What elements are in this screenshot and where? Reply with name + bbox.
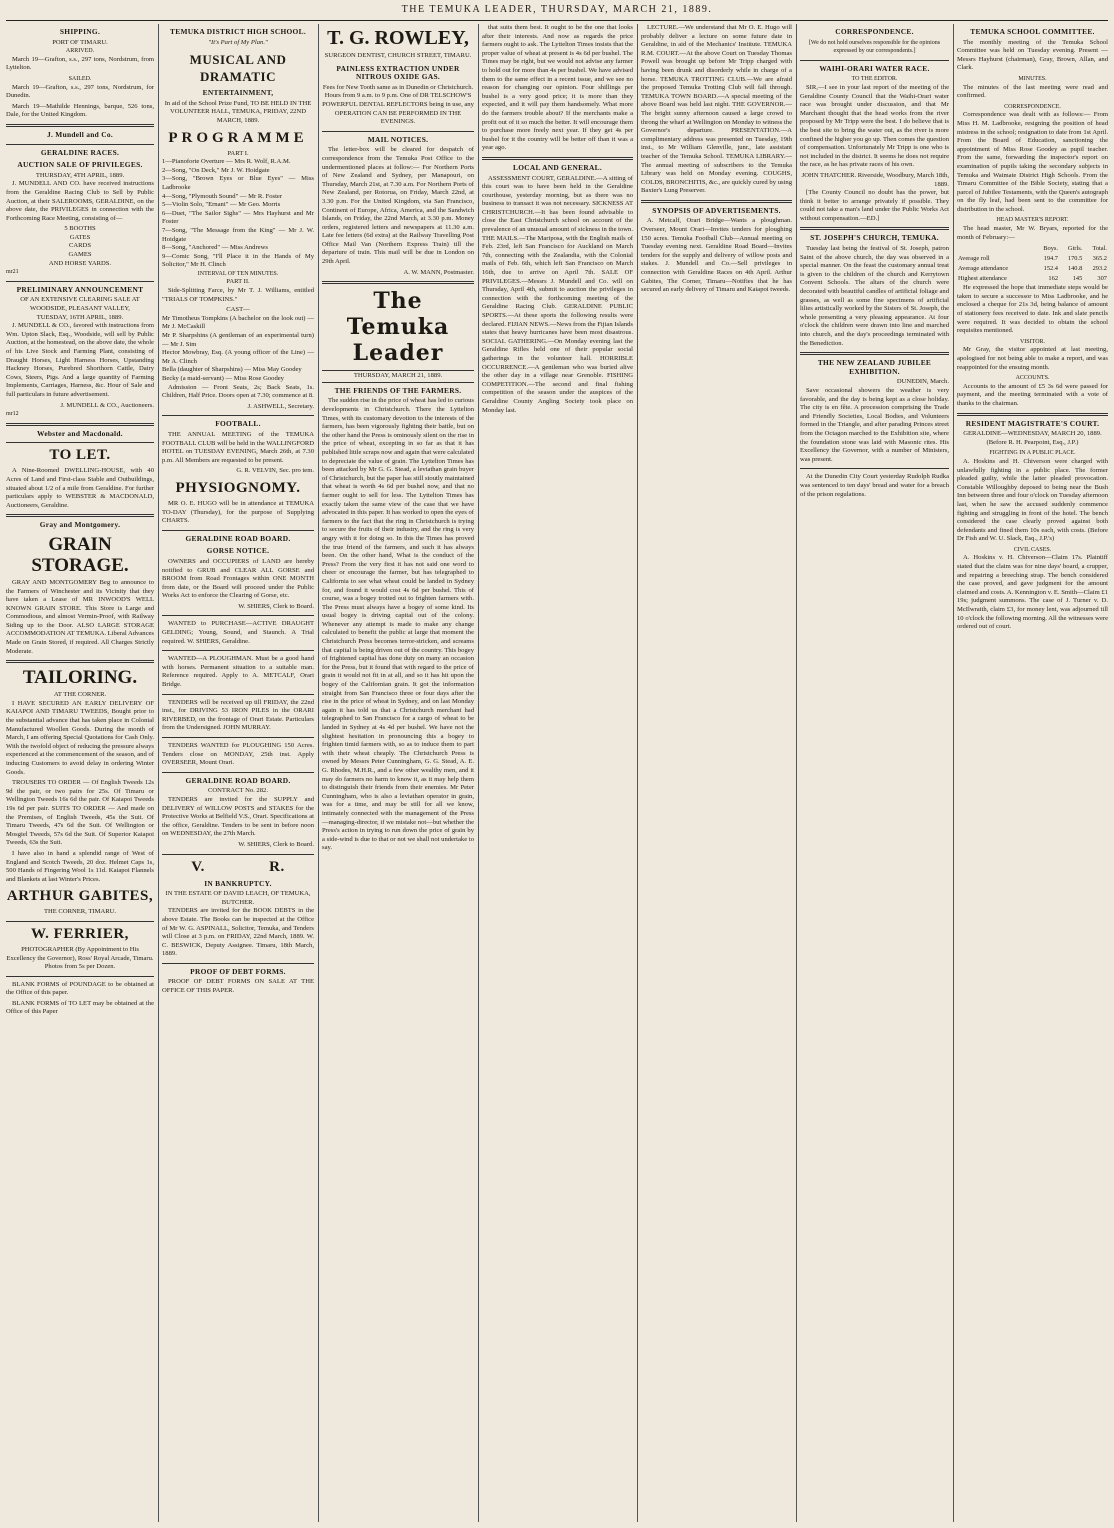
football-heading: FOOTBALL. — [215, 419, 261, 429]
prelim-subheading: OF AN EXTENSIVE CLEARING SALE AT WOODSIDE, PLEASANT VALLEY, — [20, 296, 140, 313]
local-general-heading: LOCAL AND GENERAL. — [513, 162, 602, 172]
court-item: At the Dunedin City Court yesterday Rudolph Rudka was sentenced to ten days' bread and water for a breach of the prison regulations. — [800, 473, 949, 498]
attendance-column-header: Total. — [1092, 245, 1107, 253]
tailoring-subheading: AT THE CORNER. — [53, 691, 107, 699]
divider — [6, 976, 154, 977]
tolet-heading: TO LET. — [49, 447, 111, 464]
prelim-date: TUESDAY, 16TH APRIL, 1889. — [36, 313, 124, 321]
privileges-list: 5 BOOTHS GATES CARDS GAMES AND HORSE YARDS. — [48, 225, 112, 267]
newspaper-title: The Temuka Leader — [346, 288, 450, 367]
sailing-entry: March 19—Grafton, s.s., 297 tons, Nordstrum, for Dunedin. — [6, 83, 154, 100]
auction-body: J. MUNDELL AND CO. have received instructions from the Geraldine Racing Club to Sell by Public Auction, at their SALEROOMS, GERALDINE, on the above date, the PRIVILEGES in connection with the Forthcoming Race Meeting, consisting of— — [6, 180, 154, 222]
gabites-subheading: THE CORNER, TIMARU. — [43, 908, 117, 916]
blank-forms-notice: BLANK FORMS of TO LET may be obtained at the Office of this Paper — [6, 999, 154, 1016]
farce-description: Side-Splitting Farce, by Mr T. J. Williams, entitled "TRIALS OF TOMPKINS." — [162, 287, 314, 303]
football-signature: G. R. VELVIN, Sec. pro tem. — [236, 467, 314, 475]
attendance-column-header: Girls. — [1067, 245, 1083, 253]
head-report-label: HEAD MASTER'S REPORT. — [996, 217, 1069, 224]
issue-dateline: THURSDAY, MARCH 21, 1889. — [322, 370, 474, 383]
to-editor-label: TO THE EDITOR. — [851, 76, 898, 83]
civil-cases-body: A. Hoskins v. H. Chiverson—Claim 17s. Plaintiff stated that the claim was for nine days' board, a crupper, and repairing a breeching strap. The bench considered the case proved, and gave judgment for the amount claimed and costs. A. Kennington v. E. Smith—Claim £1 19s; judgment summons. The case of J. Turner v. D. McIlwraith, claim £3, for money lent, was adjourned till 10 o'clock the following morning. All the witnesses were ordered out of court. — [957, 554, 1108, 631]
divider — [800, 227, 949, 230]
interval-label: INTERVAL OF TEN MINUTES. — [197, 270, 279, 277]
school-motto: "It's Part of My Plan." — [208, 38, 268, 46]
divider — [162, 694, 314, 695]
mail-signature: A. W. MANN, Postmaster. — [403, 268, 474, 276]
synopsis-heading: SYNOPSIS OF ADVERTISEMENTS. — [652, 205, 781, 215]
masthead-rule — [6, 20, 1108, 21]
rowley-heading: T. G. ROWLEY, — [327, 27, 469, 49]
prelim-signature: J. MUNDELL & CO., Auctioneers. — [60, 401, 154, 409]
mail-notices-heading: MAIL NOTICES. — [367, 134, 429, 144]
fighting-label: FIGHTING IN A PUBLIC PLACE. — [989, 450, 1076, 457]
gray-heading: Gray and Montgomery. — [39, 520, 121, 530]
column-1-advertisements — [6, 24, 154, 1522]
physiognomy-heading: PHYSIOGNOMY. — [175, 479, 301, 496]
visitor-label: VISITOR. — [1019, 338, 1046, 345]
ad-code: mr21 — [6, 269, 19, 276]
local-general-body: ASSESSMENT COURT, GERALDINE.—A sitting of this court was to have been held in the Geraldine courthouse, yesterday morning, but as there was no business to transact it was not necessary. SICKNESS AT CHRISTCHURCH.—It has been found advisable to close the East Christchurch school on account of the prevalence of an unusual amount of sickness in the town. THE MAILS.—The Mariposa, with the English mails of Feb. 23rd, left San Francisco for Auckland on March 7th, connecting with the Zealandia, with the Colonial mails of Feb. 6th, which left San Francisco on March 16th, due to arrive on April 7th. SALE OF PRIVILEGES.—Messrs J. Mundell and Co. will on Thursday, April 4th, submit to auction the privileges in connection with the forthcoming meeting of the Geraldine Racing Club. GERALDINE PUBLIC SPORTS.—At these sports the following results were declared. FIJIAN NEWS.—News from the Fijian Islands states that heavy hurricanes have been most disastrous. SOCIAL GATHERING.—On Monday evening last the Geraldine Rifles held one of their popular social gatherings in the volunteer hall. HORRIBLE OCCURRENCE.—A gentleman who was buried alive the other day in a village near Grenoble. FISHING COMPETITION.—The second and final fishing competition of the season under the auspices of the Geraldine County Angling Society took place on Monday last. — [482, 174, 633, 414]
attendance-cell: 307 — [1097, 275, 1107, 283]
leader-heading: THE FRIENDS OF THE FARMERS. — [334, 385, 462, 395]
divider — [6, 423, 154, 426]
divider — [6, 124, 154, 127]
school-committee-body: The monthly meeting of the Temuka School Committee was held on Tuesday evening. Present — Messrs Hayhurst (chairman), Gray, Brown, Allan, and Clark. — [957, 38, 1108, 72]
tenders-ploughing-ad: TENDERS WANTED for PLOUGHING 150 Acres. Tenders close on MONDAY, 25th inst. Apply OVERSEER, Mount Orari. — [162, 742, 314, 767]
grain-storage-body: GRAY AND MONTGOMERY Beg to announce to the Farmers of Winchester and its Vicinity that they have taken a Lease of MR INWOOD'S WELL KNOWN GRAIN STORE. This Store is Large and Commodious, and almost Vermin-Proof, with Railway Siding up to the Door. ALSO LARGE STORAGE ACCOMMODATION AT TEMUKA. Liberal Advances Made on Grain Stored, if required. All Charges Strictly Moderate. — [6, 578, 154, 655]
divider — [322, 131, 474, 132]
cast-label: CAST— — [226, 306, 250, 314]
divider — [162, 650, 314, 651]
column-separator — [796, 24, 797, 1522]
correspondence-heading: CORRESPONDENCE. — [835, 27, 914, 36]
tailoring-body: I HAVE SECURED AN EARLY DELIVERY OF KAIAPOI AND TIMARU TWEEDS, Bought prior to the substantial advance that has taken place in Colonial Manufactured Woollen Goods. During the month of March, I am offering Special Quotations for Cash Only. With the twofold object of reducing the pressure always experienced at the commencement of the season, and of inducing Customers to avoid delay in ordering Winter Goods. — [6, 699, 154, 776]
wanted-gelding-ad: WANTED to PURCHASE—ACTIVE DRAUGHT GELDING; Young, Sound, and Staunch. A Trial required. W. SHIERS, Geraldine. — [162, 620, 314, 645]
bankruptcy-heading: IN BANKRUPTCY. — [204, 878, 272, 888]
column-separator — [318, 24, 319, 1522]
divider — [162, 854, 314, 855]
rm-court-heading: RESIDENT MAGISTRATE'S COURT. — [965, 418, 1100, 428]
auction-date: THURSDAY, 4TH APRIL, 1889. — [35, 171, 125, 179]
jubilee-dateline: DUNEDIN, March. — [896, 378, 949, 386]
water-race-heading: WAIHI-ORARI WATER RACE. — [819, 63, 930, 73]
part-one-label: PART I. — [227, 149, 249, 157]
divider — [800, 468, 949, 469]
attendance-cell: 293.2 — [1092, 265, 1107, 273]
attendance-cell: 365.2 — [1092, 255, 1107, 263]
divider — [6, 281, 154, 282]
gabites-heading: ARTHUR GABITES, — [6, 888, 154, 905]
attendance-cell: 145 — [1072, 275, 1083, 283]
divider — [162, 530, 314, 531]
divider — [6, 660, 154, 663]
wanted-ploughman-ad: WANTED—A PLOUGHMAN. Must be a good hand with horses. Permanent situation to a suitable man. Reference required. Apply to A. METCALF, Orari Bridge. — [162, 655, 314, 689]
attendance-column-header — [957, 244, 1034, 254]
prelim-heading: PRELIMINARY ANNOUNCEMENT — [16, 284, 144, 294]
rowley-subheading: SURGEON DENTIST, CHURCH STREET, TIMARU. — [324, 52, 472, 59]
physiognomy-body: MR O. E. HUGO will be in attendance at TEMUKA TO-DAY (Thursday), for the purpose of Supplying CHARTS. — [162, 499, 314, 525]
synopsis-body: A. Metcalf, Orari Bridge—Wants a ploughman. Overseer, Mount Orari—Invites tenders for ploughing 150 acres. Temuka Football Club—Annual meeting on Tuesday evening next. Geraldine Road Board—Invites tenders for the supply and delivery of willow posts and stakes. J. Mundell and Co.—Sell privileges in connection with Geraldine Races on 4th April. Arthur Gabites, The Corner, Timaru—Notifies that he has secured an early delivery of Timaru and Kaiapoi tweeds. — [641, 217, 792, 294]
attendance-cell: 194.7 — [1043, 255, 1059, 263]
civil-cases-label: CIVIL CASES. — [1013, 546, 1052, 553]
gorse-body: OWNERS and OCCUPIERS of LAND are hereby notified to GRUB and CLEAR ALL GORSE and BROOM from Road Frontages within ONE MONTH from date, or the Board will proceed under the Public Works Act to enforce the Clearing of Gorse, etc. — [162, 557, 314, 600]
musical-subheading: ENTERTAINMENT, — [202, 88, 274, 98]
programme-items: 1—Pianoforte Overture — Mrs R. Wolf, R.A.M. 2—Song, "On Deck," Mr J. W. Hoidgate 3—Song, "Brown Eyes or Blue Eyes" — Miss Ladbrooke 4—Song, "Plymouth Sound" — Mr R. Foster 5—Violin Solo, "Ernani" — Mr Geo. Morris 6—Duet, "The Sailor Sighs" — Mrs Hayhurst and Mr Foster 7—Song, "The Message from the King" — Mr J. W. Hoidgate 8—Song, "Anchored" — Miss Andrews 9—Comic Song, "I'll Place it in the Hands of My Solicitor," Mr H. Clinch — [162, 158, 314, 269]
editor-note: [The County Council no doubt has the power, but think it better to arrange privately if possible. They could not take a man's land under the Public Works Act without compensation.—ED.] — [800, 189, 949, 222]
correspondence-body: Correspondence was dealt with as follows:— From Miss H. M. Ladbrooke, resigning the position of head mistress in the school; resignation to date from 1st April. From the Board of Education, sanctioning the appointment of Miss Rose Goodey as pupil teacher. From the same, forwarding the inspector's report on examination of pupils taking the secondary subjects in Temuka and Waimate District High Schools. From the Timaru Committee of the Bible Society, stating that a parcel of Jubilee Testaments, with the Queen's autograph on the fly leaf, had been sent to the committee for distribution in the school. — [957, 111, 1108, 213]
sailed-label: SAILED. — [68, 75, 92, 82]
attendance-cell: 162 — [1048, 275, 1059, 283]
attendance-cell: Average roll — [958, 255, 990, 263]
divider — [6, 514, 154, 517]
attendance-cell: 170.5 — [1067, 255, 1083, 263]
shipping-heading: SHIPPING. — [59, 27, 101, 36]
attendance-cell: Highest attendance — [958, 275, 1007, 283]
divider — [162, 615, 314, 616]
estate-heading: IN THE ESTATE OF DAVID LEACH, OF TEMUKA, BUTCHER. — [165, 890, 311, 906]
estate-body: TENDERS are invited for the BOOK DEBTS in the above Estate. The Books can be inspected at the Office of Mr W. G. ASPINALL, Solicitor, Temuka, and Tenders will Close at 3 p.m. on FRIDAY, 22nd March, 1889. W. C. BESWICK, Deputy Assignee. Timaru, 18th March, 1889. — [162, 907, 314, 958]
ferrier-body: PHOTOGRAPHER (By Appointment to His Excellency the Governor), Ross' Royal Arcade, Timaru. Photos from 5s per Dozen. — [6, 945, 154, 971]
letter-body: SIR,—I see in your last report of the meeting of the Geraldine County Council that the Waihi-Orari water race was brought under discussion, and that Mr Marchant thought that the head works from the river proposed by Mr Tripp were the best. I do believe that is the best site to bring the water out, as the river is more confined the higher you go up. Then comes the question of compensation. Unfortunately Mr Tripp is one who is not included in the district. It seems he does not require the race, as he has private races of his own. — [800, 83, 949, 169]
leader-continuation: that suits them best. It ought to be the one that looks after their interests. And now as regards the price farmers ought to ask. The Lyttelton Times insists that the proper value of wheat at present is 4s 6d per bushel. The Times may be right, but we would not advise any farmer to hold out for more than 4s per bushel. We have advised them to the same effect in a recent issue, and we see no reason for changing our opinion. Four shillings per bushel is a very good price; it is more than they expected, and it will pay them handsomely. What more do the farmers trouble about? If the merchants make a profit out of it so much the better. It will encourage them to purchase more freely next year. If they get 4s per bushel for it the country will be better off than it was a year ago. — [482, 24, 633, 152]
page-masthead: THE TEMUKA LEADER, THURSDAY, MARCH 21, 1889. — [401, 4, 713, 15]
divider — [641, 200, 792, 203]
attendance-cell: 152.4 — [1043, 265, 1059, 273]
rm-court-dateline: GERALDINE—WEDNESDAY, MARCH 20, 1889. (Before R. H. Pearpoint, Esq., J.P.) — [963, 430, 1102, 446]
minutes-body: The minutes of the last meeting were read and confirmed. — [957, 83, 1108, 100]
divider — [6, 921, 154, 922]
grain-storage-heading: GRAIN STORAGE. — [31, 533, 129, 576]
proof-notice: PROOF OF DEBT FORMS ON SALE AT THE OFFICE OF THIS PAPER. — [162, 978, 314, 995]
rm-court-body: A. Hoskins and H. Chiverson were charged with unlawfully fighting in a public place. The former pleaded guilty, while the latter pleaded provocation. Constable Willoughby deposed to being near the Bush Inn between three and four o'clock on Tuesday afternoon last, when he saw the accused suddenly commence fighting and struggling in front of the hotel. The bench considered the case clearly proved against both defendants and fined them 10s each, with costs. (Before Dr Fish and W. U. Slack, Esq., J.P.'s) — [957, 457, 1108, 543]
prelim-body: J. MUNDELL & CO., favored with instructions from Wm. Upton Slack, Esq., Woodside, will sell by Public Auction, at the homestead, on the above date, the whole of his Live Stock and Farming Plant, consisting of Draught Horses, Light Harness Horses, Upstanding Hackney Horses, Purebred Shorthorn Cattle, Dairy Cows, Steers, Pigs. And a large quantity of Farming Implements, Carriages, Harness, &c. Hour of Sale and full particulars in future advertisement. — [6, 322, 154, 398]
attendance-cell: Average attendance — [958, 265, 1009, 273]
news-items: LECTURE.—We understand that Mr O. E. Hugo will probably deliver a lecture on some future date in Geraldine, in aid of the Mechanics' Institute. TEMUKA R.M. COURT.—At the above Court on Tuesday Thomas Powell was brought up before Mr Tripp charged with having been drunk and disorderly while in charge of a horse. TEMUKA TROTTING CLUB.—We are afraid the proposed Temuka Trotting Club will fall through. TEMUKA TOWN BOARD.—A special meeting of the above Board was held last night. THE GOVERNOR.—The bright sunny afternoon caused a large crowd to throng the wharf at Wellington on Monday to witness the Governor's departure. PRESENTATION.—A complimentary address was presented on Tuesday, 19th inst., to Mr William Glenville, junr., late assistant teacher of the Temuka School. TEMUKA LIBRARY.—The annual meeting of subscribers to the Temuka Library was held on Monday evening. COUGHS, COLDS, BRONCHITIS, &c., are quickly cured by using Baxter's Lung Preserver. — [641, 24, 792, 195]
visitor-body: Mr Gray, the visitor appointed at last meeting, apologised for not being able to make a report, and was reappointed for the ensuing month. — [957, 346, 1108, 371]
attendance-column-header: Boys. — [1043, 245, 1059, 253]
divider — [322, 281, 474, 284]
road-board-heading: GERALDINE ROAD BOARD. — [185, 775, 291, 785]
mail-notices-body: The letter-box will be cleared for despatch of correspondence from the Temuka Post Office to the undermentioned places at follow:— For Northern Ports of New Zealand and Sydney, per Manapouri, on Thursday, March 21st, at 7.30 a.m. For Northern Ports of New Zealand, per Rotorua, on Friday, March 22nd, at 3.30 p.m. For the United Kingdom, via San Francisco, Continent of Europe, Africa, America, and the Sandwich Islands, on Friday, the 22nd March, at 3.30 p.m. Money orders, registered letters and newspapers at 11.30 a.m. Late fee letters (6d extra) at the Railway Travelling Post Office Mail Van (Northern Express Train) till the departure of train. This mail will be due in London on 29th April. — [322, 146, 474, 266]
column-7-reports — [957, 24, 1108, 1522]
attendance-row — [957, 274, 1108, 284]
divider — [162, 963, 314, 964]
sailing-entry: March 19—Mathilde Hennings, barque, 526 tons, Dale, for the United Kingdom. — [6, 102, 154, 119]
attendance-table-header — [957, 244, 1108, 254]
divider — [162, 772, 314, 773]
admission-text: Admission — Front Seats, 2s; Back Seats, 1s. Children, Half Price. Doors open at 7.30; commence at 8. — [162, 383, 314, 400]
tenders-piles-ad: TENDERS will be received up till FRIDAY, the 22nd inst., for DRIVING 53 IRON PILES in the ORARI RIVERBED, on the frontage of Orari Estate. Particulars from the Undersigned. JOHN MURRAY. — [162, 698, 314, 732]
school-heading: TEMUKA DISTRICT HIGH SCHOOL. — [170, 27, 306, 36]
tolet-body: A Nine-Roomed DWELLING-HOUSE, with 40 Acres of Land and First-class Stable and Outbuildings, situated about 1/2 of a mile from Geraldine. For further particulars apply to WEBSTER & MACDONALD, Auctioneers, Geraldine. — [6, 467, 154, 509]
musical-body: In aid of the School Prize Fund, TO BE HELD IN THE VOLUNTEER HALL, TEMUKA, FRIDAY, 22ND MARCH, 1889. — [164, 99, 312, 124]
ferrier-heading: W. FERRIER, — [31, 925, 129, 942]
jubilee-heading: THE NEW ZEALAND JUBILEE EXHIBITION. — [817, 358, 932, 376]
rowley-body: Fees for New Tooth same as in Dunedin or Christchurch. Hours from 9 a.m. to 9 p.m. One of DR TELSCHOW'S POWERFUL DENTAL REFLECTORS being in use, any OPERATION CAN BE PERFORMED IN THE EVENINGS. — [322, 83, 474, 126]
divider — [162, 737, 314, 738]
column-5-news — [641, 24, 792, 1522]
ad-code: mr12 — [6, 411, 19, 418]
cast-list: Mr Timotheus Tompkins (A bachelor on the look out) — Mr J. McCaskill Mr P. Sharpshins (A gentleman of an experimental turn) — Mr J. Sim Hector Mowbray, Esq. (A young officer of the Line) — Mr A. Clinch Bella (daughter of Sharpshins) — Miss May Goodey Becky (a maid-servant) — Miss Rose Goodey — [162, 314, 314, 382]
column-6-correspondence — [800, 24, 949, 1522]
column-separator — [953, 24, 954, 1522]
vr-cipher: V. R. — [191, 858, 285, 875]
divider — [6, 144, 154, 145]
jubilee-body: Save occasional showers the weather is very favorable, and the day is being kept as a close holiday. The city is en fête. A procession comprising the Trade and Friendly Societies, Local Bodies, and Volunteers formed in the Triangle, and after parading Princes street from the Octagon marched to the Exhibition site, where the foundation stone was laid with Masonic rites. His Excellency the Governor, with a number of Ministers, was present. — [800, 386, 949, 463]
divider — [482, 157, 633, 160]
gorse-signature: W. SHIERS, Clerk to Board. — [238, 602, 314, 610]
arrival-entry: March 19—Grafton, s.s., 297 tons, Nordstrum, from Lyttelton. — [6, 55, 154, 72]
column-4-news — [482, 24, 633, 1522]
part-two-label: PART II. — [226, 278, 250, 286]
tailoring-footer: I have also in hand a splendid range of West of England and Scotch Tweeds, 20 doz. Helmet Caps 1s, 500 Hands of Fingering Wool 1s 11d. Kaiapoi Flannels and Blankets at last Winter's Prices. — [6, 849, 154, 883]
church-heading: ST. JOSEPH'S CHURCH, TEMUKA. — [810, 233, 939, 243]
column-separator — [158, 24, 159, 1522]
attendance-cell: 140.8 — [1067, 265, 1083, 273]
tailoring-prices: TROUSERS TO ORDER — Of English Tweeds 12s 9d the pair, or two pairs for 25s. Of Timaru or Wellington Tweeds 16s 6d the pair. Of Kaiapoi Tweeds 19s 6d per pair. SUITS TO ORDER — And made on the Premises, of English Tweeds, 45s the Suit. Of Timaru Tweeds, 47s 6d the Suit. Of Wellington or Mosgiel Tweeds, 57s 6d the Suit. Of Superior Kaiapoi Tweeds, 63s the Suit. — [6, 779, 154, 847]
divider — [162, 415, 314, 416]
divider — [800, 60, 949, 61]
accounts-body: Accounts to the amount of £5 3s 6d were passed for payment, and the meeting terminated with a vote of thanks to the chairman. — [957, 382, 1108, 407]
admission-signature: J. ASHWELL, Secretary. — [247, 402, 314, 410]
shipping-subheading: PORT OF TIMARU. — [52, 38, 108, 46]
column-separator — [637, 24, 638, 1522]
programme-heading: PROGRAMME — [168, 129, 308, 146]
correspondence-note: [We do not hold ourselves responsible for the opinions expressed by our correspondents.] — [808, 39, 941, 55]
races-heading: GERALDINE RACES. — [40, 147, 120, 157]
correspondence-label: CORRESPONDENCE. — [1004, 103, 1061, 110]
blank-forms-notice: BLANK FORMS of POUNDAGE to be obtained at the Office of this paper. — [6, 980, 154, 997]
webster-heading: Webster and Macdonald. — [37, 428, 123, 438]
school-committee-heading: TEMUKA SCHOOL COMMITTEE. — [970, 27, 1095, 36]
tenders-willow-signature: W. SHIERS, Clerk to Board. — [238, 840, 314, 848]
football-body: THE ANNUAL MEETING of the TEMUKA FOOTBALL CLUB will be held in the WALLINGFORD HOTEL on TUESDAY EVENING, March 26th, at 7.30 p.m. All Members are requested to be present. — [162, 430, 314, 464]
attendance-row — [957, 264, 1108, 274]
head-report-body: The head master, Mr W. Bryars, reported for the month of February:— — [957, 225, 1108, 241]
painless-heading: PAINLESS EXTRACTION UNDER NITROUS OXIDE GAS. — [336, 63, 460, 82]
auctioneer-heading: J. Mundell and Co. — [47, 129, 113, 139]
proof-heading: PROOF OF DEBT FORMS. — [190, 966, 286, 976]
arrived-label: ARRIVED. — [65, 48, 95, 55]
letter-signature: JOHN THATCHER. Riverside, Woodbury, March 18th, 1889. — [801, 171, 949, 188]
contract-number: CONTRACT No. 282. — [208, 787, 268, 795]
column-separator — [478, 24, 479, 1522]
tenders-willow-ad: TENDERS are invited for the SUPPLY and DELIVERY of WILLOW POSTS and STAKES for the Protective Works at Belfield V.S., Orari. Specifications at the office, Geraldine. Tenders to be sent in before noon on WEDNESDAY, the 27th March. — [162, 795, 314, 838]
divider — [6, 442, 154, 443]
head-report-continuation: He expressed the hope that immediate steps would be taken to secure a successor to Miss Ladbrooke, and he enclosed a cheque for 21s 3d, being balance of amount of stationery fees received to date. Ink and slate pencils were required. It was decided to obtain the school requisites mentioned. — [957, 284, 1108, 335]
column-3-editorial — [322, 24, 474, 1522]
auction-heading: AUCTION SALE OF PRIVILEGES. — [17, 160, 143, 170]
attendance-table — [957, 244, 1108, 284]
road-board-heading: GERALDINE ROAD BOARD. — [185, 533, 291, 543]
accounts-label: ACCOUNTS. — [1015, 375, 1050, 382]
column-2-advertisements — [162, 24, 314, 1522]
divider — [800, 352, 949, 355]
divider — [957, 413, 1108, 416]
attendance-row — [957, 254, 1108, 264]
church-body: Tuesday last being the festival of St. Joseph, patron Saint of the above church, the day was observed in a special manner. On the feast the customary annual treat is given to the children of the church and Kerrytown Convent Schools. The altars of the church were decorated with beautiful candles of artificial foliage and grasses, as well as some fine specimens of artificial lilies artistically worked by the Sisters of St. Joseph, the whole presenting a very pleasing appearance. At four o'clock the children were drawn into line and marched into church, and the day's proceedings terminated with the Benediction. — [800, 245, 949, 347]
tailoring-heading: TAILORING. — [22, 667, 138, 689]
minutes-label: MINUTES. — [1018, 75, 1047, 82]
leader-body: The sudden rise in the price of wheat has led to curious developments in Christchurch. There the Lyttelton Times, with its customary devotion to the interests of the farmers, has been vigorously fighting their battle, but on the other hand the Press is ominously silent on the rise in the price of wheat, excepting in so far as that it has published little scraps now and again that were calculated to depreciate the value of grain. The Lyttelton Times has been attacked by Mr G. G. Stead, a leviathan grain buyer of Christchurch, but the paper has still stoutly maintained that wheat is worth 4s 6d per bushel now, and that no farmer ought to sell for less. The Lyttelton Times has exactly taken the same view of the case that we have advocated in this paper. It has worked to open the eyes of farmers to the fact that the ring in Christchurch is trying to secure the fruits of their industry, and the ring is very angry with it for doing so. In this the Times has proved the true friend of the farmers, and such it has always been. On the other hand, What is the conduct of the Press? From the very first it has not said one word to cheer or encourage the farmer, but has telegraphed to California to see what wheat could be landed in Sydney for, and found it would cost 4s 6d per bushel. This of course, was a bogey trotted out to frighten farmers with. The Press must always have a bogey of some kind. Its usual bogey is driving capital out of the colony. Whenever any attempt is made to make any change calculated to benefit the public at large that moment the Christchurch Press becomes terror-stricken, and screams that capital is being driven out of the country. This bogey of frightened capital has done duty on many an occasion for the Press, but it found that with regard to the price of grain it would not fit in at all, and so it has hit upon the bogey of the Californian grain. It got the information straight from San Francisco three or four days after the rise in the price of wheat in Sydney, and on last Monday again it has told us that a Christchurch merchant had telegraphed to San Francisco for a cargo of wheat to be landed in Sydney at 4s 4d per bushel. We have not the slightest hesitation in pronouncing this a bogey to frighten timid farmers with, so as to induce them to part with their wheat cheaply. The Christchurch Press is owned by Messrs Peter Cunningham, G. G. Stead, A. E. G. Rhodes, M.H.R., and a few other wealthy men, and it may do farmers no harm to know it, as it may help them to distinguish their friends from their enemies. Mr Peter Cunningham, who is also a leviathan operator in grain, was for a time, and may be still for all we know, intimately connected with the management of the Press—managing-director, if we mistake not—but whether the Press's action in trying to run down the price of grain by a side-wind is due to that or not we shall not undertake to say. — [322, 397, 474, 852]
musical-heading: MUSICAL AND DRAMATIC — [189, 52, 287, 85]
gorse-heading: GORSE NOTICE. — [206, 546, 270, 556]
